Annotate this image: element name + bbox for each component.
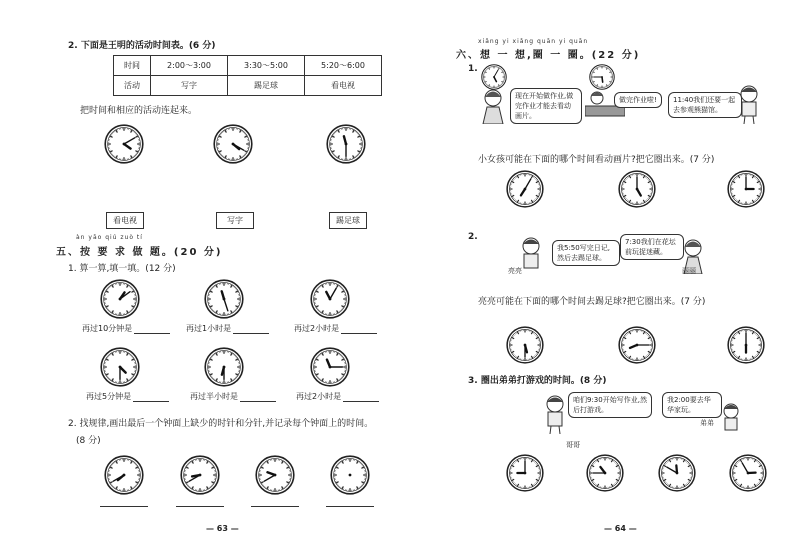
table-cell: 时间 [114,56,151,76]
little-brother-illustration [718,402,744,436]
table-cell: 写字 [151,76,228,96]
clock-face [104,455,144,495]
activity-label-writing[interactable]: 写字 [216,212,254,229]
clock-center [524,188,527,191]
clock-center [199,474,202,477]
clock-option[interactable] [586,454,624,492]
clock-center [493,76,495,78]
clock-option[interactable] [506,454,544,492]
fill-prompt-text: 再过5分钟是 [86,392,132,401]
clock-option[interactable] [727,326,765,364]
clock-center [223,298,226,301]
q2-number: 2. [468,232,478,242]
table-cell: 踢足球 [228,76,305,96]
fill-prompt [294,323,377,334]
q2-instruction: 把时间和相应的活动连起来。 [80,106,198,116]
speech-bubble: 11:40我们还要一起去参观熊猫馆。 [668,92,742,118]
boy-illustration [734,84,764,124]
speech-bubble: 我2:00要去华华家玩。 [662,392,722,418]
clock-face [213,124,253,164]
clock-center [329,298,332,301]
activity-label-football[interactable]: 踢足球 [329,212,367,229]
activity-label-tv[interactable]: 看电视 [106,212,144,229]
page-number: — 63 — [206,524,239,533]
fill-prompt-text: 再过10分钟是 [82,324,133,333]
clock-option[interactable] [658,454,696,492]
clock-center [636,188,639,191]
table-cell: 2:00～3:00 [151,56,228,76]
clock-option[interactable] [618,326,656,364]
clock-face [310,347,350,387]
clock-face [326,124,366,164]
answer-blank[interactable] [134,325,170,334]
s5-q2-score: (8 分) [76,436,101,446]
clock-option[interactable] [618,170,656,208]
clock-center [636,344,639,347]
section5-title: 五、按 要 求 做 题。(20 分) [56,247,223,258]
table-cell: 5:20～6:00 [305,56,382,76]
answer-line[interactable] [100,506,148,507]
fill-prompt-text: 再过2小时是 [294,324,340,333]
section6-pinyin: xiǎng yi xiǎng quān yi quān [478,38,589,45]
speech-bubble: 咱们9:30开始写作业,然后打游戏。 [568,392,652,418]
fill-prompt-text: 再过1小时是 [186,324,232,333]
clock-center [119,366,122,369]
table-cell: 看电视 [305,76,382,96]
page-number: — 64 — [604,524,637,533]
table-cell: 3:30～5:00 [228,56,305,76]
fill-prompt [296,391,379,402]
answer-line[interactable] [326,506,374,507]
clock-center [223,366,226,369]
clock-face [204,347,244,387]
clock-center [601,76,603,78]
answer-line[interactable] [176,506,224,507]
character-name: 弟弟 [700,419,714,427]
fill-prompt [186,323,269,334]
clock-center [274,474,277,477]
clock-center [123,474,126,477]
clock-center [329,366,332,369]
q2-question: 亮亮可能在下面的哪个时间去踢足球?把它圈出来。(7 分) [478,297,706,307]
character-name: 哥哥 [566,441,580,449]
fill-prompt-text: 再过2小时是 [296,392,342,401]
clock-face [104,124,144,164]
girl-illustration [478,88,508,124]
s5-q1-title: 1. 算一算,填一填。(12 分) [68,264,176,274]
clock-option[interactable] [729,454,767,492]
q1-question: 小女孩可能在下面的哪个时间看动画片?把它圈出来。(7 分) [478,155,715,165]
fill-prompt [86,391,169,402]
answer-blank[interactable] [133,393,169,402]
clock-center [524,472,527,475]
answer-blank[interactable] [233,325,269,334]
answer-line[interactable] [251,506,299,507]
clock-center [119,298,122,301]
clock-face [100,279,140,319]
brother-illustration [540,394,570,434]
speech-bubble: 7:30我们在花坛前玩捉迷藏。 [620,234,684,260]
clock-option[interactable] [506,170,544,208]
clock-center [123,143,126,146]
fill-prompt [82,323,170,334]
clock-center [676,472,679,475]
clock-face [204,279,244,319]
clock-face [100,347,140,387]
clock-center [745,344,748,347]
clock-center [604,472,607,475]
answer-blank[interactable] [240,393,276,402]
clock-center [747,472,750,475]
clock-face [255,455,295,495]
section6-title: 六、想 一 想,圈 一 圈。(22 分) [456,50,641,61]
clock-center [349,474,352,477]
answer-blank[interactable] [341,325,377,334]
clock-face [310,279,350,319]
schedule-table [113,55,382,96]
clock-face [481,64,507,90]
clock-option[interactable] [506,326,544,364]
q2-title: 2. 下面是王明的活动时间表。(6 分) [68,41,216,51]
character-name: 亮亮 [508,267,522,275]
clock-face [589,64,615,90]
q3-title: 3. 圈出弟弟打游戏的时间。(8 分) [468,376,607,386]
answer-blank[interactable] [343,393,379,402]
clock-face [330,455,370,495]
s5-q2-title: 2. 找规律,画出最后一个钟面上缺少的时针和分针,并记录每个钟面上的时间。 [68,419,374,429]
clock-option[interactable] [727,170,765,208]
clock-center [745,188,748,191]
clock-center [232,143,235,146]
fill-prompt-text: 再过半小时是 [190,392,238,401]
clock-center [345,143,348,146]
q1-number: 1. [468,64,478,74]
table-cell: 活动 [114,76,151,96]
clock-center [524,344,527,347]
speech-bubble: 现在开始做作业,做完作业才能去看动画片。 [510,88,582,124]
speech-bubble: 我5:50写完日记,然后去踢足球。 [552,240,620,266]
section5-pinyin: àn yāo qiú zuò tí [76,234,143,241]
clock-face [180,455,220,495]
speech-bubble: 做完作业啦! [614,92,662,108]
character-name: 丽丽 [682,267,696,275]
fill-prompt [190,391,276,402]
